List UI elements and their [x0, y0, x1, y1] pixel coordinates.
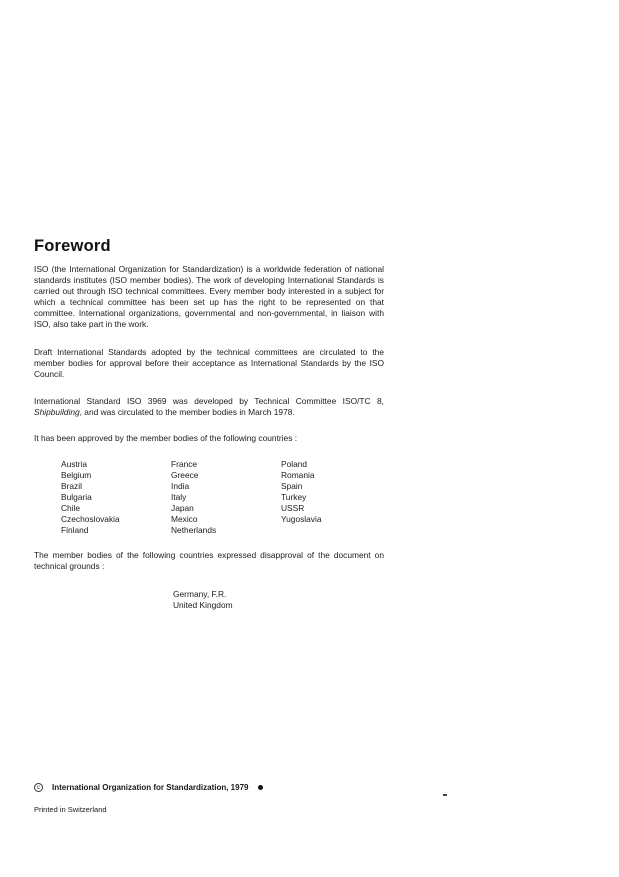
country-name: France — [171, 459, 198, 469]
country-name: Turkey — [281, 492, 307, 502]
foreword-paragraph-standard-origin — [34, 396, 384, 418]
country-name: Poland — [281, 459, 308, 469]
country-name: Italy — [171, 492, 187, 502]
country-name: Brazil — [61, 481, 82, 491]
country-name: India — [171, 481, 190, 491]
country-name: Chile — [61, 503, 81, 513]
copyright-text: International Organization for Standardization, 1979 — [52, 783, 249, 792]
disapproving-countries-list — [173, 589, 233, 611]
bullet-dot-icon — [258, 785, 263, 790]
country-name: Finland — [61, 525, 89, 535]
country-name: USSR — [281, 503, 305, 513]
disapproval-intro: The member bodies of the following countries expressed disapproval of the document on technical grounds : — [34, 550, 384, 572]
country-name: Japan — [171, 503, 194, 513]
country-name: Greece — [171, 470, 199, 480]
country-name: Bulgaria — [61, 492, 92, 502]
country-name: Romania — [281, 470, 315, 480]
country-column-3 — [281, 459, 391, 536]
country-column-1 — [61, 459, 171, 536]
country-name: Netherlands — [171, 525, 217, 535]
foreword-paragraph-draft-standards: Draft International Standards adopted by the technical committees are circulated to the member bodies for approval before their acceptance as International Standards by the ISO Council. — [34, 347, 384, 380]
scan-artifact — [443, 794, 447, 796]
country-name: Spain — [281, 481, 303, 491]
standard-origin-text-end: , and was circulated to the member bodies in March 1978. — [79, 407, 295, 418]
country-name: Yugoslavia — [281, 514, 322, 524]
country-column-2 — [171, 459, 281, 536]
approval-intro: It has been approved by the member bodies of the following countries : — [34, 433, 298, 443]
page-title: Foreword — [34, 237, 111, 255]
copyright-icon: c — [34, 783, 43, 792]
country-name: United Kingdom — [173, 600, 233, 610]
country-name: Czechoslovakia — [61, 514, 120, 524]
standard-origin-text: International Standard ISO 3969 was developed by Technical Committee ISO/TC 8, — [34, 396, 384, 406]
foreword-paragraph-iso-intro: ISO (the International Organization for Standardization) is a worldwide federation of national standards institutes (ISO member bodies). The work of developing International Standards is carried out through ISO technical committees. Every member body interested in a subject for which a technical committee has been set up has the right to be represented on that committee. International organizations, governmental and non-governmental, in liaison with ISO, also take part in the work. — [34, 264, 384, 330]
committee-name: Shipbuilding — [34, 407, 80, 418]
country-name: Mexico — [171, 514, 198, 524]
country-name: Germany, F.R. — [173, 589, 227, 599]
printed-in-note: Printed in Switzerland — [34, 805, 107, 814]
country-name: Austria — [61, 459, 88, 469]
copyright-line — [34, 783, 263, 792]
country-name: Belgium — [61, 470, 92, 480]
approving-countries-list — [61, 459, 391, 536]
